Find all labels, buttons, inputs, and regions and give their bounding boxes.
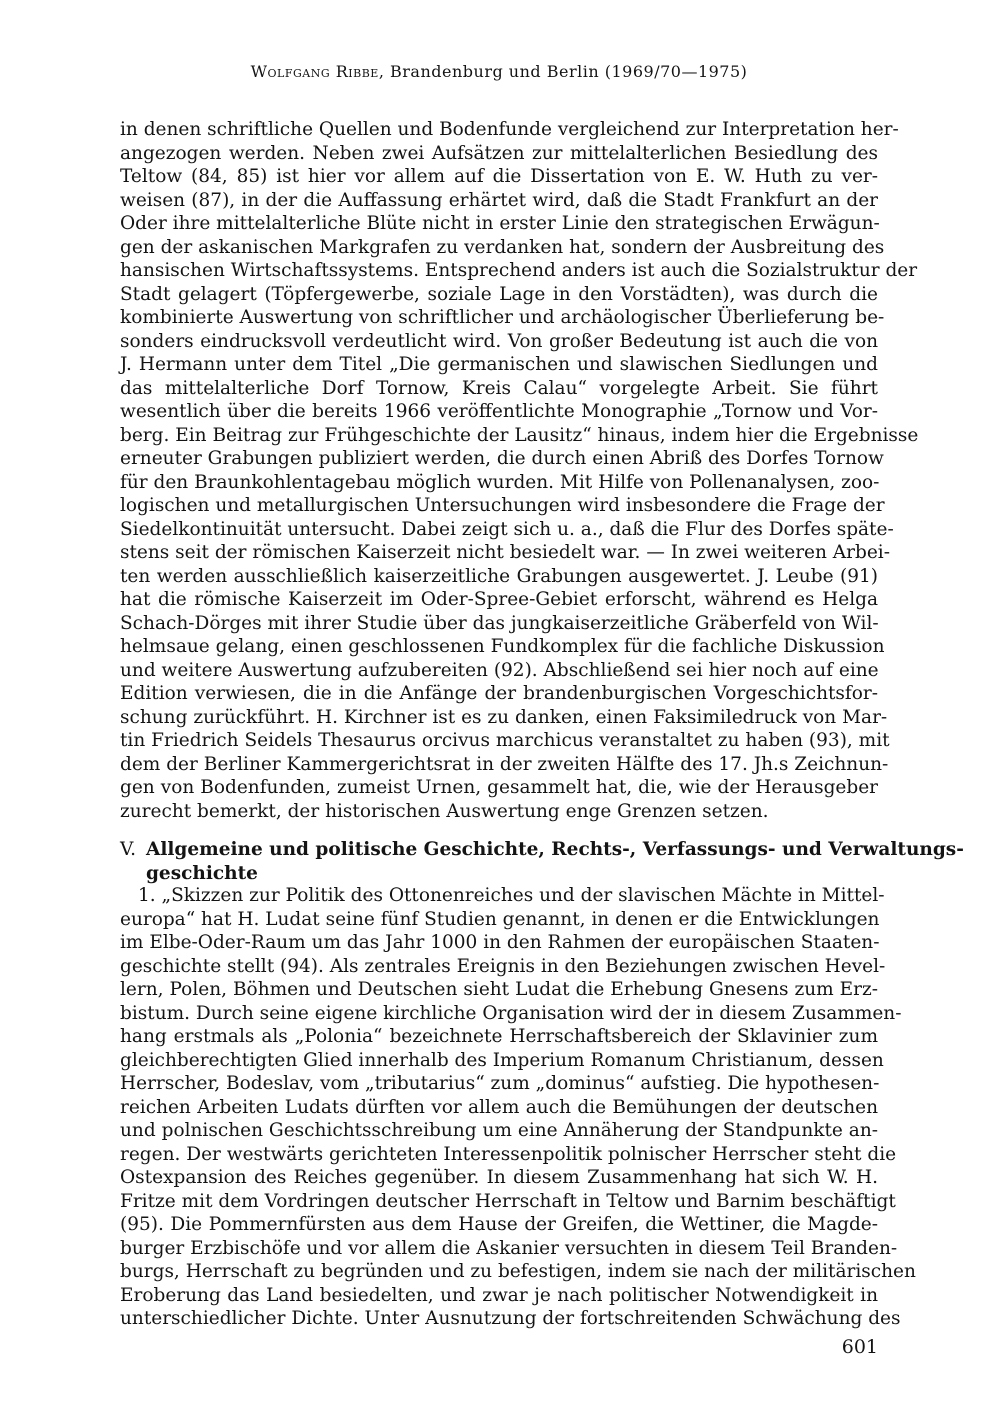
text-line: Siedelkontinuität untersucht. Dabei zeigt sich u. a., daß die Flur des Dorfes späte- — [120, 518, 894, 540]
text-line: zurecht bemerkt, der historischen Auswertung enge Grenzen setzen. — [120, 800, 769, 822]
text-line: erneuter Grabungen publiziert werden, die durch einen Abriß des Dorfes Tornow — [120, 448, 884, 469]
running-head — [120, 62, 878, 81]
text-line: ten werden ausschließlich kaiserzeitliche Grabungen ausgewertet. J. Leube (91) — [120, 565, 878, 587]
text-line: stens seit der römischen Kaiserzeit nicht besiedelt war. — In zwei weiteren Arbei- — [120, 542, 890, 563]
text-line: gen von Bodenfunden, zumeist Urnen, gesammelt hat, die, wie der Herausgeber — [120, 777, 878, 798]
text-line: Ostexpansion des Reiches gegenüber. In diesem Zusammenhang hat sich W. H. — [120, 1167, 878, 1188]
section-heading-line-2 — [120, 862, 878, 886]
text-line: Oder ihre mittelalterliche Blüte nicht in erster Linie den strategischen Erwägun- — [120, 213, 880, 234]
text-line: kombinierte Auswertung von schriftlicher und archäologischer Überlieferung be- — [120, 307, 885, 328]
text-line: weisen (87), in der die Auffassung erhärtet wird, daß die Stadt Frankfurt an der — [120, 189, 878, 211]
text-line: im Elbe-Oder-Raum um das Jahr 1000 in den Rahmen der europäischen Staaten- — [120, 932, 880, 953]
text-line: Eroberung das Land besiedelten, und zwar je nach politischer Notwendigkeit in — [120, 1284, 878, 1306]
text-line: hansischen Wirtschaftssystems. Entsprechend anders ist auch die Sozialstruktur der — [120, 260, 918, 281]
text-line: logischen und metallurgischen Untersuchungen wird insbesondere die Frage der — [120, 495, 885, 516]
text-line: für den Braunkohlentagebau möglich wurden. Mit Hilfe von Pollenanalysen, zoo- — [120, 471, 880, 493]
text-line: 1. „Skizzen zur Politik des Ottonenreiches und der slavischen Mächte in Mittel- — [138, 885, 885, 906]
text-line: Schach-Dörges mit ihrer Studie über das jungkaiserzeitliche Gräberfeld von Wil- — [120, 612, 879, 634]
text-line: burgs, Herrschaft zu begründen und zu befestigen, indem sie nach der militärischen — [120, 1261, 916, 1282]
text-line: J. Hermann unter dem Titel „Die germanischen und slawischen Siedlungen und — [120, 354, 878, 375]
text-line: regen. Der westwärts gerichteten Interessenpolitik polnischer Herrscher steht die — [120, 1143, 897, 1165]
body-paragraph-1 — [120, 118, 919, 823]
text-line: dem der Berliner Kammergerichtsrat in der zweiten Hälfte des 17. Jh.s Zeichnun- — [120, 753, 889, 775]
text-line: Teltow (84, 85) ist hier vor allem auf die Dissertation von E. W. Huth zu ver- — [120, 166, 878, 187]
text-line: Stadt gelagert (Töpfergewerbe, soziale Lage in den Vorstädten), was durch die — [120, 283, 878, 305]
section-title-part-2: geschichte — [146, 863, 258, 884]
text-line: Fritze mit dem Vordringen deutscher Herrschaft in Teltow und Barnim beschäftigt — [120, 1190, 896, 1212]
text-line: berg. Ein Beitrag zur Frühgeschichte der Lausitz“ hinaus, indem hier die Ergebnisse — [120, 424, 919, 446]
section-heading-line-1 — [120, 838, 964, 862]
section-number: V. — [120, 839, 137, 860]
author-first-name: Wolfgang — [250, 62, 331, 81]
text-line: hat die römische Kaiserzeit im Oder-Spree-Gebiet erforscht, während es Helga — [120, 589, 878, 610]
text-line: angezogen werden. Neben zwei Aufsätzen zur mittelalterlichen Besiedlung des — [120, 142, 878, 164]
text-line: bistum. Durch seine eigene kirchliche Organisation wird der in diesem Zusammen- — [120, 1002, 902, 1024]
text-line: Edition verwiesen, die in die Anfänge der brandenburgischen Vorgeschichtsfor- — [120, 683, 878, 704]
text-line: reichen Arbeiten Ludats dürften vor allem auch die Bemühungen der deutschen — [120, 1096, 878, 1118]
section-heading — [120, 838, 964, 886]
text-line: geschichte stellt (94). Als zentrales Ereignis in den Beziehungen zwischen Hevel- — [120, 955, 886, 977]
text-line: schung zurückführt. H. Kirchner ist es zu danken, einen Faksimiledruck von Mar- — [120, 706, 888, 728]
author-last-name: Ribbe — [335, 62, 379, 81]
text-line: gen der askanischen Markgrafen zu verdanken hat, sondern der Ausbreitung des — [120, 236, 885, 258]
text-line: burger Erzbischöfe und vor allem die Askanier versuchten in diesem Teil Branden- — [120, 1237, 898, 1259]
text-line: wesentlich über die bereits 1966 veröffentlichte Monographie „Tornow und Vor- — [120, 401, 878, 422]
text-line: und weitere Auswertung aufzubereiten (92). Abschließend sei hier noch auf eine — [120, 659, 879, 681]
text-line: (95). Die Pommernfürsten aus dem Hause der Greifen, die Wettiner, die Magde- — [120, 1214, 878, 1235]
text-line: gleichberechtigten Glied innerhalb des Imperium Romanum Christianum, dessen — [120, 1049, 884, 1071]
text-line: tin Friedrich Seidels Thesaurus orcivus marchicus veranstaltet zu haben (93), mit — [120, 730, 890, 751]
text-line: lern, Polen, Böhmen und Deutschen sieht Ludat die Erhebung Gnesens zum Erz- — [120, 979, 878, 1000]
section-title-part-1: Allgemeine und politische Geschichte, Rechts-, Verfassungs- und Verwaltungs- — [146, 839, 964, 860]
text-line: sonders eindrucksvoll verdeutlicht wird. Von großer Bedeutung ist auch die von — [120, 330, 878, 352]
text-line: das mittelalterliche Dorf Tornow, Kreis Calau“ vorgelegte Arbeit. Sie führt — [120, 377, 878, 399]
text-line: europa“ hat H. Ludat seine fünf Studien genannt, in denen er die Entwicklungen — [120, 908, 880, 930]
text-line: in denen schriftliche Quellen und Bodenfunde vergleichend zur Interpretation her- — [120, 119, 899, 140]
text-line: Herrscher, Bodeslav, vom „tributarius“ zum „dominus“ aufstieg. Die hypothesen- — [120, 1073, 880, 1094]
body-paragraph-2 — [120, 884, 916, 1331]
text-line: helmsaue gelang, einen geschlossenen Fundkomplex für die fachliche Diskussion — [120, 636, 885, 657]
page-number: 601 — [841, 1336, 878, 1358]
text-line: und polnischen Geschichtsschreibung um eine Annäherung der Standpunkte an- — [120, 1120, 878, 1141]
text-line: unterschiedlicher Dichte. Unter Ausnutzung der fortschreitenden Schwächung des — [120, 1308, 901, 1329]
running-head-title: , Brandenburg und Berlin (1969/70—1975) — [378, 62, 748, 81]
text-line: hang erstmals als „Polonia“ bezeichnete Herrschaftsbereich der Sklavinier zum — [120, 1026, 878, 1047]
